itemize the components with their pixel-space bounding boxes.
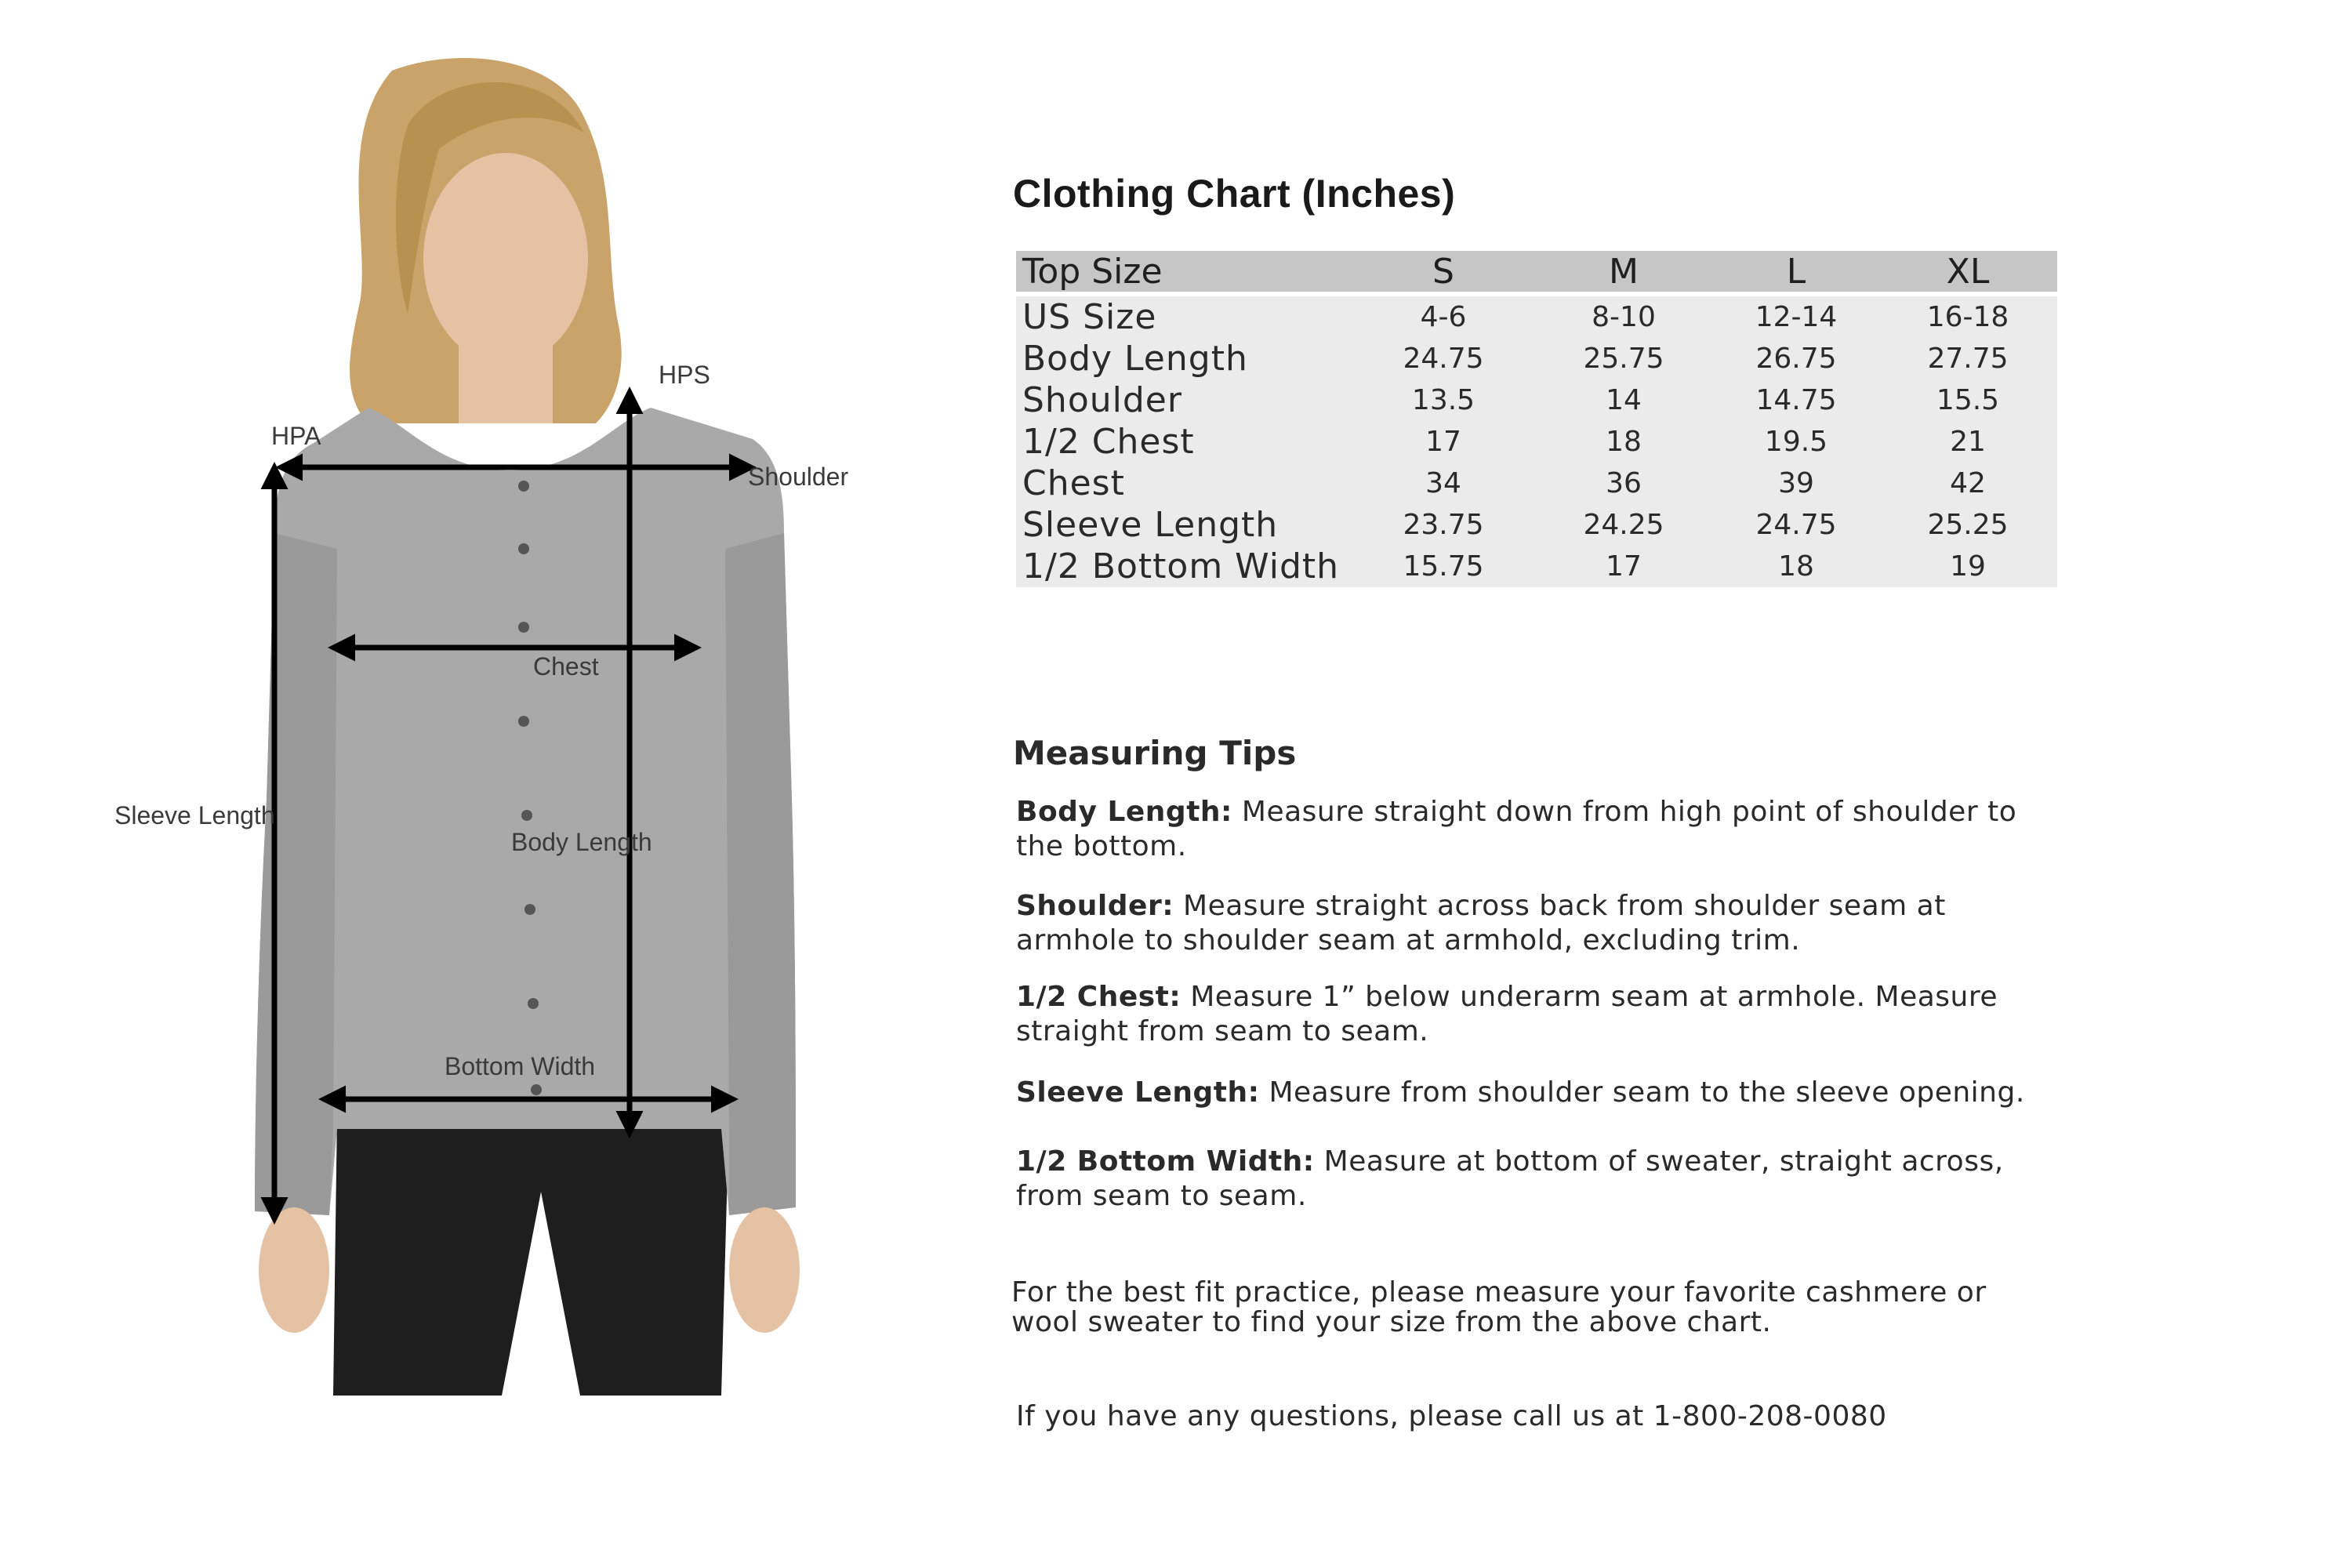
- table-cell: 24.75: [1353, 338, 1534, 379]
- face-shape: [423, 153, 588, 365]
- label-sleeve-length: Sleeve Length: [114, 801, 275, 829]
- row-label: 1/2 Chest: [1016, 421, 1353, 463]
- tip-text: Measure from shoulder seam to the sleeve opening.: [1259, 1076, 2025, 1109]
- table-row: [1016, 504, 2057, 546]
- table-cell: 34: [1353, 463, 1534, 504]
- tip-term: 1/2 Chest:: [1016, 981, 1181, 1013]
- tip-term: Sleeve Length:: [1016, 1076, 1260, 1109]
- tip-text: Measure at bottom of sweater, straight across, from seam to seam.: [1016, 1145, 2004, 1212]
- pants-shape: [333, 1113, 729, 1396]
- table-cell: 36: [1534, 463, 1714, 504]
- table-cell: 24.75: [1714, 504, 1878, 546]
- table-cell: 17: [1353, 421, 1534, 463]
- table-cell: 12-14: [1714, 296, 1878, 338]
- label-bottom-width: Bottom Width: [445, 1052, 596, 1080]
- label-shoulder: Shoulder: [748, 463, 849, 491]
- label-hps: HPS: [659, 361, 710, 389]
- tip-half-chest: [1016, 980, 2035, 1049]
- sleeve-shadow: [255, 533, 337, 1215]
- right-hand: [729, 1207, 800, 1333]
- table-row: [1016, 421, 2057, 463]
- table-row: [1016, 338, 2057, 379]
- size-chart-table: [1016, 251, 2057, 587]
- tip-shoulder: [1016, 889, 2035, 958]
- table-cell: 18: [1714, 546, 1878, 587]
- row-label: US Size: [1016, 296, 1353, 338]
- table-row: [1016, 546, 2057, 587]
- table-cell: 15.5: [1878, 379, 2057, 421]
- table-cell: 14: [1534, 379, 1714, 421]
- contact-note: If you have any questions, please call us at 1-800-208-0080: [1016, 1400, 1887, 1432]
- model-illustration: [0, 0, 925, 1411]
- table-header-row: [1016, 251, 2057, 292]
- table-row: [1016, 296, 2057, 338]
- table-cell: 26.75: [1714, 338, 1878, 379]
- tip-half-bottom-width: [1016, 1145, 2035, 1214]
- header-size-m: M: [1534, 251, 1714, 292]
- header-size-s: S: [1353, 251, 1534, 292]
- table-cell: 16-18: [1878, 296, 2057, 338]
- row-label: Shoulder: [1016, 379, 1353, 421]
- tip-sleeve-length: [1016, 1076, 2035, 1110]
- table-cell: 8-10: [1534, 296, 1714, 338]
- model-figure: [0, 0, 925, 1411]
- table-cell: 23.75: [1353, 504, 1534, 546]
- table-cell: 19.5: [1714, 421, 1878, 463]
- header-label: Top Size: [1016, 251, 1353, 292]
- tips-heading: Measuring Tips: [1013, 734, 1297, 772]
- table-cell: 18: [1534, 421, 1714, 463]
- left-hand: [259, 1207, 329, 1333]
- row-label: Sleeve Length: [1016, 504, 1353, 546]
- table-cell: 25.25: [1878, 504, 2057, 546]
- table-cell: 21: [1878, 421, 2057, 463]
- row-label: Body Length: [1016, 338, 1353, 379]
- tip-text: Measure straight across back from shoulder seam at armhole to shoulder seam at armhold, excluding trim.: [1016, 890, 1946, 956]
- table-row: [1016, 463, 2057, 504]
- table-cell: 13.5: [1353, 379, 1534, 421]
- tip-term: 1/2 Bottom Width:: [1016, 1145, 1315, 1178]
- table-cell: 19: [1878, 546, 2057, 587]
- fit-advice-note: For the best fit practice, please measure your favorite cashmere or wool sweater to find your size from the above chart.: [1011, 1276, 1987, 1338]
- header-size-xl: XL: [1878, 251, 2057, 292]
- row-label: 1/2 Bottom Width: [1016, 546, 1353, 587]
- header-size-l: L: [1714, 251, 1878, 292]
- row-label: Chest: [1016, 463, 1353, 504]
- table-cell: 17: [1534, 546, 1714, 587]
- table-cell: 4-6: [1353, 296, 1534, 338]
- table-cell: 14.75: [1714, 379, 1878, 421]
- tip-body-length: [1016, 795, 2035, 864]
- label-body-length: Body Length: [511, 828, 652, 856]
- tip-term: Body Length:: [1016, 796, 1232, 828]
- table-cell: 42: [1878, 463, 2057, 504]
- table-cell: 27.75: [1878, 338, 2057, 379]
- label-chest: Chest: [533, 652, 599, 681]
- tip-text: Measure straight down from high point of shoulder to the bottom.: [1016, 796, 2017, 862]
- label-hpa: HPA: [271, 422, 321, 450]
- table-cell: 39: [1714, 463, 1878, 504]
- tip-term: Shoulder:: [1016, 890, 1174, 922]
- table-cell: 15.75: [1353, 546, 1534, 587]
- sleeve-shadow-right: [725, 533, 796, 1215]
- table-cell: 24.25: [1534, 504, 1714, 546]
- table-row: [1016, 379, 2057, 421]
- chart-title: Clothing Chart (Inches): [1013, 172, 1456, 216]
- table-cell: 25.75: [1534, 338, 1714, 379]
- tip-text: Measure 1” below underarm seam at armhole. Measure straight from seam to seam.: [1016, 981, 1998, 1047]
